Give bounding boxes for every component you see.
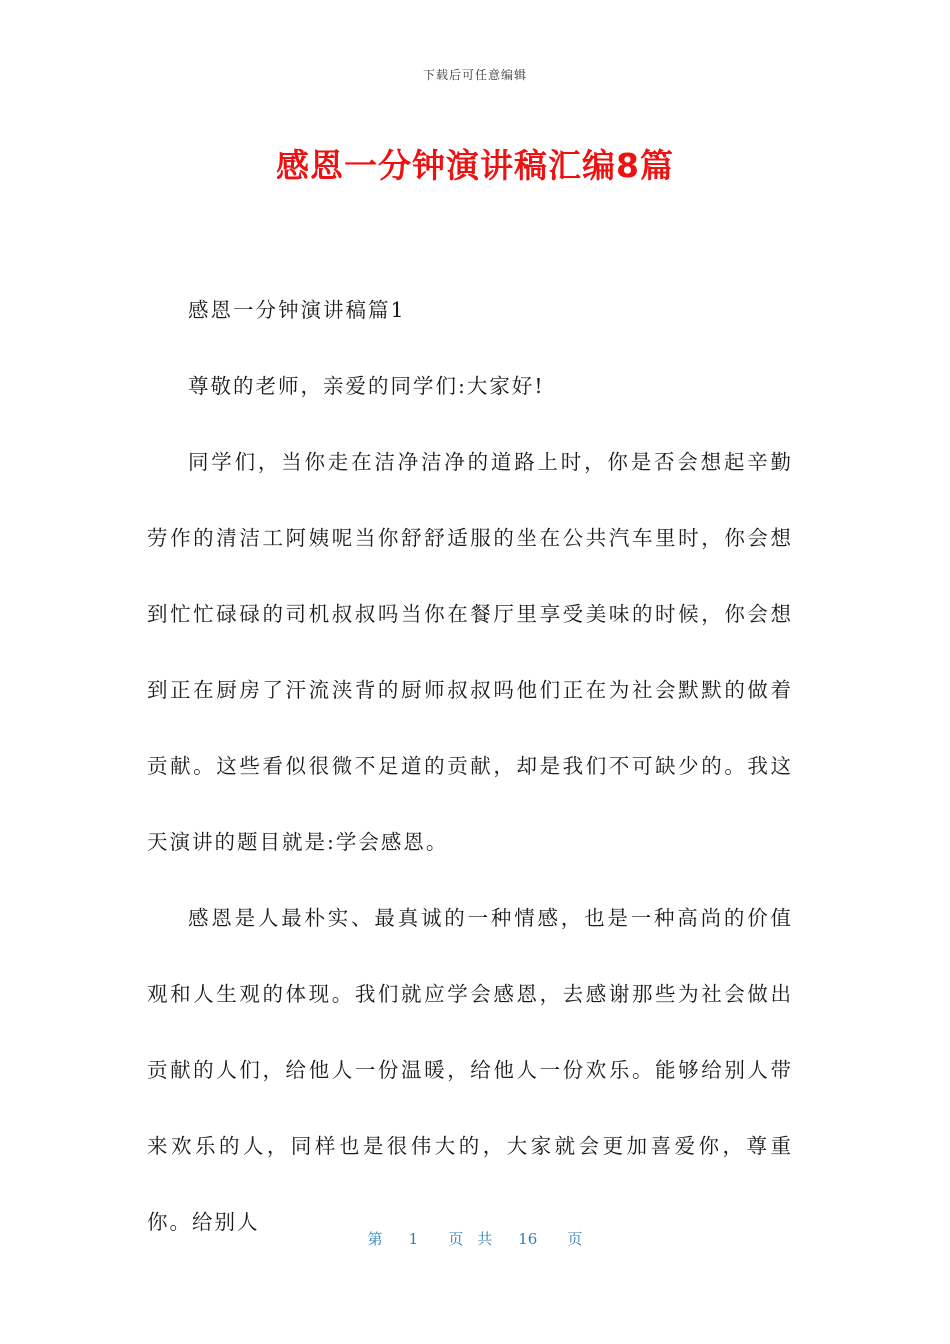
greeting-paragraph: 尊敬的老师，亲爱的同学们:大家好!	[188, 374, 545, 398]
page-suffix: 页	[448, 1230, 464, 1248]
section-heading: 感恩一分钟演讲稿篇1	[188, 298, 406, 322]
total-pages: 16	[518, 1230, 538, 1248]
page-number: 1	[408, 1230, 419, 1248]
header-note: 下载后可任意编辑	[422, 68, 527, 82]
total-label: 共	[477, 1230, 493, 1248]
page-label: 第	[367, 1230, 383, 1248]
document-body	[147, 272, 793, 1260]
page-footer	[0, 1228, 950, 1249]
body-paragraph: 同学们，当你走在洁净洁净的道路上时，你是否会想起辛勤劳作的清洁工阿姨呢当你舒舒适服的坐在公共汽车里时，你会想到忙忙碌碌的司机叔叔吗当你在餐厅里享受美味的时候，你会想到正在厨房了汗流浃背的厨师叔叔吗他们正在为社会默默的做着贡献。这些看似很微不足道的贡献，却是我们不可缺少的。我这天演讲的题目就是:学会感恩。	[147, 450, 793, 854]
body-paragraph: 感恩是人最朴实、最真诚的一种情感，也是一种高尚的价值观和人生观的体现。我们就应学会感恩，去感谢那些为社会做出贡献的人们，给他人一份温暖，给他人一份欢乐。能够给别人带来欢乐的人，同样也是很伟大的，大家就会更加喜爱你，尊重你。给别人	[147, 906, 793, 1234]
document-title: 感恩一分钟演讲稿汇编8篇	[276, 146, 674, 185]
total-suffix: 页	[567, 1230, 583, 1248]
